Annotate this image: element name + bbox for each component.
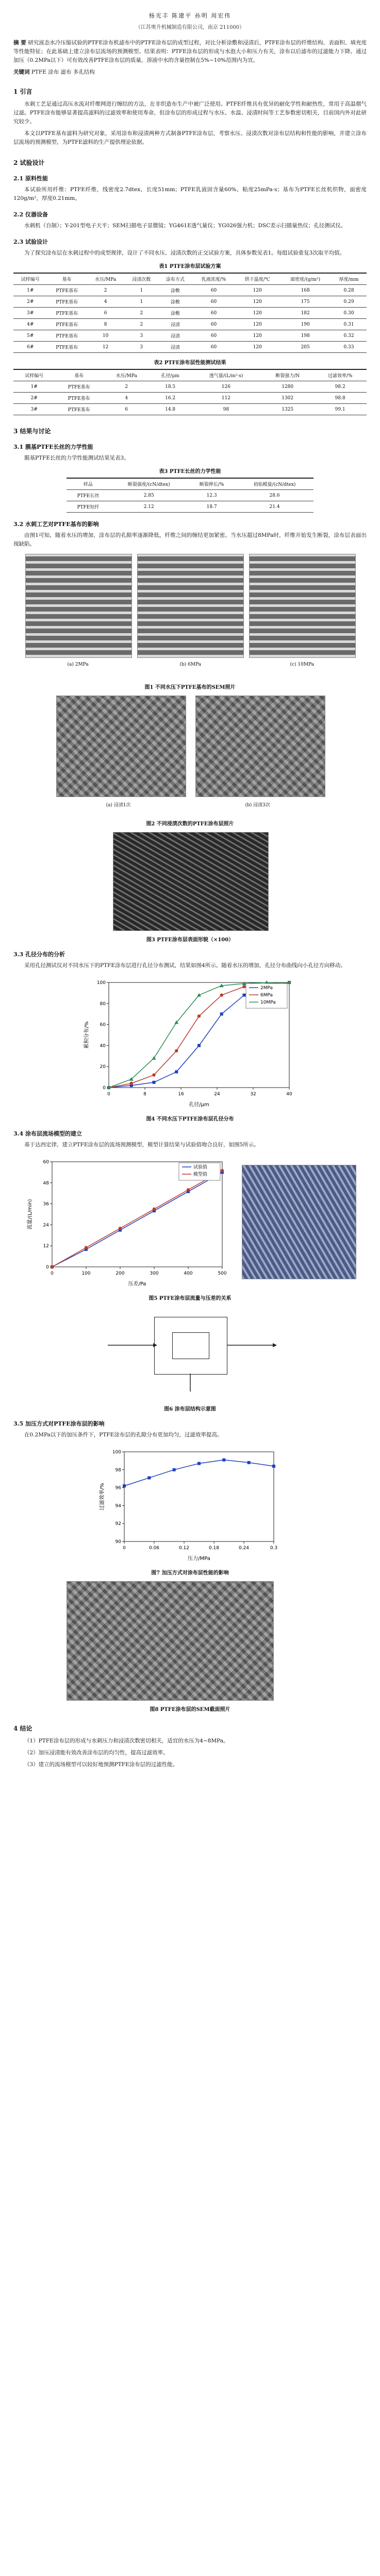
y-tick-label: 100 bbox=[96, 980, 106, 986]
table-cell: PTFE基布 bbox=[55, 393, 103, 404]
table-cell: 2.85 bbox=[110, 490, 188, 501]
figure-1a-label: (a) 2MPa bbox=[67, 662, 89, 667]
figure-2 bbox=[56, 696, 324, 814]
figure-5-image bbox=[242, 1165, 356, 1279]
data-point bbox=[186, 1188, 189, 1191]
section-3-4-title: 3.4 涂布层流场模型的建立 bbox=[13, 1130, 82, 1137]
data-point bbox=[175, 1070, 178, 1073]
table-header-row bbox=[13, 273, 367, 285]
figure-1-caption: 图1 不同水压下PTFE基布的SEM照片 bbox=[144, 685, 236, 690]
figure-4-chart bbox=[82, 975, 299, 1109]
table-cell: 1280 bbox=[261, 381, 313, 393]
table-header-cell: 浸渍次数 bbox=[125, 273, 159, 285]
x-tick-label: 16 bbox=[177, 1092, 184, 1097]
data-point bbox=[272, 1465, 275, 1468]
figure-3 bbox=[113, 832, 268, 930]
table-header-cell: 过滤效率/% bbox=[313, 369, 367, 381]
section-1-title: 1 引言 bbox=[13, 88, 32, 95]
x-tick-label: 300 bbox=[149, 1271, 159, 1276]
conclusion-2: （2）加压浸渍能有效改善涂布层的均匀性，提高过滤效率。 bbox=[24, 1750, 169, 1756]
table-cell: PTFE基布 bbox=[47, 296, 87, 308]
x-tick-label: 24 bbox=[213, 1092, 220, 1097]
figure-2b-label: (b) 浸渍3次 bbox=[244, 801, 271, 808]
section-2-2-title: 2.2 仪器设备 bbox=[13, 211, 48, 218]
figure-4-caption: 图4 不同水压下PTFE涂布层孔径分布 bbox=[146, 1116, 234, 1122]
data-point bbox=[175, 1049, 178, 1052]
table-cell: 1302 bbox=[261, 393, 313, 404]
table-header-cell: 涂布方式 bbox=[158, 273, 192, 285]
table-cell: 182 bbox=[279, 308, 331, 319]
x-tick-label: 32 bbox=[250, 1092, 256, 1097]
table-cell: 28.6 bbox=[236, 490, 313, 501]
y-tick-label: 36 bbox=[43, 1201, 49, 1207]
section-3-1-para: 膜基PTFE长丝的力学性能测试结果见表3。 bbox=[24, 455, 129, 461]
section-2-3-para: 为了探究涂布层在水刺过程中的成型规律，设计了不同水压、浸渍次数的正交试验方案，具体参数见表1。每组试验重复3次取平均值。 bbox=[24, 250, 345, 256]
x-tick-label: 200 bbox=[115, 1271, 125, 1276]
figure-1c-label: (c) 10MPa bbox=[290, 662, 315, 667]
data-point bbox=[123, 1484, 126, 1487]
y-tick-label: 60 bbox=[100, 1022, 106, 1028]
table-header-cell: 水压/MPa bbox=[87, 273, 125, 285]
table-cell: 98.2 bbox=[313, 381, 367, 393]
authors: 杨光丰 陈建平 孙明 周宏伟 bbox=[148, 12, 232, 19]
x-tick-label: 40 bbox=[286, 1092, 292, 1097]
figure-8 bbox=[67, 1581, 314, 1700]
table-cell: 1 bbox=[125, 296, 159, 308]
paper-page bbox=[13, 0, 367, 2576]
table-cell: 2.12 bbox=[110, 501, 188, 513]
y-tick-label: 0 bbox=[102, 1086, 106, 1091]
conclusion-3: （3）建立的流场模型可以较好地预测PTFE涂布层的过滤性能。 bbox=[24, 1761, 178, 1768]
table-1-row bbox=[13, 342, 367, 353]
section-3-2-para: 由图1可知，随着水压的增加，涂布层的孔隙率逐渐降低，纤维之间的缠结更加紧密。当水压超过8MPa时，纤维开始发生断裂，涂布层表面出现缺陷。 bbox=[13, 532, 367, 547]
table-cell: 5# bbox=[13, 330, 47, 342]
data-point bbox=[147, 1476, 151, 1479]
table-header-cell: 样品 bbox=[67, 478, 110, 490]
data-point bbox=[197, 1044, 201, 1047]
affiliation: （江苏奥升机械制造有限公司，南京 211000） bbox=[135, 25, 245, 30]
x-axis-label: 压差/Pa bbox=[127, 1281, 146, 1287]
table-cell: 120 bbox=[235, 296, 279, 308]
y-tick-label: 0 bbox=[45, 1265, 49, 1270]
data-point bbox=[220, 1169, 223, 1172]
table-cell: 120 bbox=[235, 319, 279, 330]
x-axis-label: 压力/MPa bbox=[187, 1556, 210, 1562]
section-3-3-para: 采用孔径测试仪对不同水压下的PTFE涂布层进行孔径分布测试，结果如图4所示。随着水压的增加，孔径分布曲线向小孔径方向移动。 bbox=[24, 962, 346, 969]
table-cell: 3 bbox=[125, 330, 159, 342]
table-cell: 120 bbox=[235, 308, 279, 319]
abstract-label: 摘 要 bbox=[13, 40, 26, 46]
table-cell: 0.30 bbox=[331, 308, 367, 319]
data-point bbox=[152, 1208, 155, 1211]
table-2-caption: 表2 PTFE涂布层性能测试结果 bbox=[154, 360, 226, 366]
table-cell: 60 bbox=[192, 319, 236, 330]
table-cell: PTFE基布 bbox=[55, 404, 103, 415]
section-2-title: 2 试验设计 bbox=[13, 159, 45, 166]
table-cell: 190 bbox=[279, 319, 331, 330]
table-cell: 126 bbox=[191, 381, 261, 393]
table-cell: PTFE基布 bbox=[47, 330, 87, 342]
table-header-cell: 厚度/mm bbox=[331, 273, 367, 285]
data-point bbox=[197, 1014, 200, 1018]
table-1-row bbox=[13, 285, 367, 296]
figure-5-caption: 图5 PTFE涂布层流量与压差的关系 bbox=[148, 1296, 232, 1301]
figure-4 bbox=[82, 975, 299, 1109]
x-tick-label: 0 bbox=[122, 1546, 126, 1551]
table-cell: 16.2 bbox=[150, 393, 190, 404]
table-header-cell: 试样编号 bbox=[13, 369, 55, 381]
table-cell: PTFE基布 bbox=[47, 285, 87, 296]
y-tick-label: 80 bbox=[100, 1001, 106, 1007]
data-point bbox=[242, 985, 245, 988]
table-cell: 0.29 bbox=[331, 296, 367, 308]
x-tick-label: 0.12 bbox=[178, 1546, 189, 1551]
table-cell: 18.5 bbox=[150, 381, 190, 393]
table-cell: 14.8 bbox=[150, 404, 190, 415]
x-tick-label: 400 bbox=[183, 1271, 193, 1276]
table-header-cell: 基布 bbox=[47, 273, 87, 285]
data-point bbox=[247, 1461, 250, 1464]
data-point bbox=[118, 1227, 121, 1230]
table-cell: PTFE基布 bbox=[47, 319, 87, 330]
table-cell: 98.8 bbox=[313, 393, 367, 404]
table-cell: 112 bbox=[191, 393, 261, 404]
y-tick-label: 20 bbox=[100, 1064, 106, 1070]
table-2 bbox=[13, 369, 367, 415]
x-tick-label: 0.24 bbox=[238, 1546, 249, 1551]
figure-5-chart bbox=[25, 1155, 232, 1289]
table-cell: 6 bbox=[103, 404, 150, 415]
table-cell: 2# bbox=[13, 296, 47, 308]
section-3-2-title: 3.2 水刺工艺对PTFE基布的影响 bbox=[13, 521, 99, 528]
conclusion-1: （1）PTFE涂布层的形成与水刺压力和浸渍次数密切相关，适宜的水压为4~8MPa。 bbox=[24, 1738, 229, 1744]
table-cell: 10 bbox=[87, 330, 125, 342]
table-cell: 198 bbox=[279, 330, 331, 342]
table-3-row bbox=[67, 501, 314, 513]
table-1-row bbox=[13, 319, 367, 330]
figure-7 bbox=[97, 1445, 283, 1563]
section-2-1-para: 本试验所用纤维：PTFE纤维，线密度2.7dtex，长度51mm；PTFE乳液固含量60%，粘度25mPa·s；基布为PTFE长丝机织物，面密度120g/m²，厚度0.21mm。 bbox=[13, 187, 367, 201]
table-1-row bbox=[13, 308, 367, 319]
keywords bbox=[13, 68, 367, 76]
abstract bbox=[13, 39, 367, 65]
table-cell: PTFE基布 bbox=[55, 381, 103, 393]
table-3 bbox=[67, 478, 314, 513]
table-cell: 120 bbox=[235, 330, 279, 342]
table-cell: PTFE基布 bbox=[47, 342, 87, 353]
figure-1b-image bbox=[137, 554, 244, 658]
keywords-label: 关键词 bbox=[13, 69, 30, 75]
table-cell: 1325 bbox=[261, 404, 313, 415]
legend-label: 模型值 bbox=[193, 1172, 207, 1177]
section-3-5-para: 在0.2MPa以下的加压条件下，PTFE涂布层的孔隙分布更加均匀，过滤效率提高。 bbox=[24, 1432, 223, 1438]
table-cell: 12 bbox=[87, 342, 125, 353]
table-header-cell: 水压/MPa bbox=[103, 369, 150, 381]
x-tick-label: 0 bbox=[107, 1092, 110, 1097]
figure-3-image bbox=[113, 832, 269, 931]
figure-2a-label: (a) 浸渍1次 bbox=[105, 801, 132, 808]
figure-1c-image bbox=[249, 554, 356, 658]
y-tick-label: 24 bbox=[43, 1223, 49, 1228]
table-cell: 3 bbox=[125, 342, 159, 353]
keywords-text: PTFE 涂布 滤布 多孔结构 bbox=[31, 69, 95, 75]
y-tick-label: 92 bbox=[115, 1521, 121, 1527]
legend-label: 6MPa bbox=[260, 993, 273, 998]
table-cell: 2 bbox=[125, 308, 159, 319]
table-cell: 浸渍 bbox=[158, 342, 192, 353]
table-cell: 8 bbox=[87, 319, 125, 330]
table-cell: 2 bbox=[125, 319, 159, 330]
y-tick-label: 40 bbox=[100, 1043, 106, 1049]
figure-8-image bbox=[67, 1581, 274, 1701]
table-cell: 浸渍 bbox=[158, 330, 192, 342]
figure-6 bbox=[97, 1307, 283, 1399]
table-header-cell: 透气量/(L/m²·s) bbox=[191, 369, 261, 381]
table-cell: 175 bbox=[279, 296, 331, 308]
table-cell: 3# bbox=[13, 308, 47, 319]
table-cell: 120 bbox=[235, 285, 279, 296]
table-1-caption: 表1 PTFE涂布层试验方案 bbox=[159, 264, 221, 269]
y-tick-label: 12 bbox=[43, 1244, 49, 1249]
table-cell: 60 bbox=[192, 342, 236, 353]
table-3-caption: 表3 PTFE长丝的力学性能 bbox=[159, 469, 221, 474]
figure-7-caption: 图7 加压方式对涂布层性能的影响 bbox=[151, 1570, 229, 1576]
section-3-1-title: 3.1 膜基PTFE长丝的力学性能 bbox=[13, 444, 93, 450]
legend-label: 10MPa bbox=[260, 1000, 276, 1005]
y-axis-label: 过滤效率/% bbox=[99, 1483, 105, 1511]
figure-3-caption: 图3 PTFE涂布层表面形貌（×100） bbox=[146, 937, 234, 943]
table-header-cell: 初始模量/(cN/dtex) bbox=[236, 478, 313, 490]
section-3-5-title: 3.5 加压方式对PTFE涂布层的影响 bbox=[13, 1420, 105, 1427]
data-point bbox=[220, 993, 223, 996]
table-header-cell: 烘干温度/℃ bbox=[235, 273, 279, 285]
table-cell: 0.28 bbox=[331, 285, 367, 296]
y-tick-label: 60 bbox=[43, 1160, 49, 1165]
x-axis-label: 孔径/μm bbox=[188, 1102, 209, 1108]
y-axis-label: 累积分布/% bbox=[84, 1021, 90, 1049]
table-2-row bbox=[13, 404, 367, 415]
data-point bbox=[129, 1082, 133, 1085]
schematic-arrows bbox=[97, 1307, 283, 1399]
table-header-cell: 断裂强力/N bbox=[261, 369, 313, 381]
table-2-row bbox=[13, 393, 367, 404]
table-3-row bbox=[67, 490, 314, 501]
data-point bbox=[152, 1073, 155, 1076]
table-cell: 2 bbox=[103, 381, 150, 393]
x-tick-label: 500 bbox=[217, 1271, 227, 1276]
x-tick-label: 0 bbox=[50, 1271, 54, 1276]
y-axis-label: 流量/(L/min) bbox=[27, 1199, 33, 1230]
figure-8-caption: 图8 PTFE涂布层的SEM截面照片 bbox=[150, 1707, 230, 1713]
table-header-cell: 断裂强度/(cN/dtex) bbox=[110, 478, 188, 490]
table-cell: 涂敷 bbox=[158, 308, 192, 319]
table-cell: 12.3 bbox=[188, 490, 235, 501]
section-3-title: 3 结果与讨论 bbox=[13, 428, 51, 435]
table-cell: 21.4 bbox=[236, 501, 313, 513]
table-cell: 1# bbox=[13, 285, 47, 296]
table-cell: 浸渍 bbox=[158, 319, 192, 330]
legend-label: 2MPa bbox=[260, 986, 273, 991]
figure-6-caption: 图6 涂布层结构示意图 bbox=[164, 1406, 216, 1412]
table-cell: 1 bbox=[125, 285, 159, 296]
section-3-4-para: 基于达西定律，建立PTFE涂布层的流场预测模型，模型计算结果与试验值吻合良好，如图5所示。 bbox=[24, 1142, 259, 1148]
x-tick-label: 0.06 bbox=[148, 1546, 159, 1551]
table-header-row bbox=[67, 478, 314, 490]
table-header-cell: 孔径/μm bbox=[150, 369, 190, 381]
section-2-1-title: 2.1 原料性能 bbox=[13, 175, 48, 182]
table-1-row bbox=[13, 296, 367, 308]
figure-1 bbox=[25, 554, 355, 677]
table-cell: PTFE短纤 bbox=[67, 501, 110, 513]
table-cell: 0.33 bbox=[331, 342, 367, 353]
figure-2-caption: 图2 不同浸渍次数的PTFE涂布层照片 bbox=[146, 821, 234, 827]
data-point bbox=[152, 1081, 155, 1084]
y-tick-label: 94 bbox=[115, 1503, 121, 1509]
table-cell: 205 bbox=[279, 342, 331, 353]
table-cell: 涂敷 bbox=[158, 296, 192, 308]
table-cell: 4 bbox=[87, 296, 125, 308]
y-tick-label: 90 bbox=[115, 1539, 121, 1545]
table-cell: 0.32 bbox=[331, 330, 367, 342]
data-point bbox=[197, 1462, 201, 1465]
section-2-2-para: 水刺机（自制）；Y-201型电子天平；SEM扫描电子显微镜；YG461E透气量仪；YG026强力机；DSC差示扫描量热仪；孔径测试仪。 bbox=[24, 223, 346, 229]
figure-2a-image bbox=[56, 696, 186, 797]
table-cell: 18.7 bbox=[188, 501, 235, 513]
section-4-title: 4 结论 bbox=[13, 1725, 32, 1732]
table-cell: 2 bbox=[87, 285, 125, 296]
table-header-row bbox=[13, 369, 367, 381]
table-cell: 涂敷 bbox=[158, 285, 192, 296]
data-point bbox=[242, 993, 245, 996]
table-cell: 98 bbox=[191, 404, 261, 415]
section-2-3-title: 2.3 试验设计 bbox=[13, 239, 48, 245]
table-header-cell: 断裂伸长/% bbox=[188, 478, 235, 490]
table-cell: 1# bbox=[13, 381, 55, 393]
figure-1b-label: (b) 6MPa bbox=[179, 662, 202, 667]
table-cell: 120 bbox=[235, 342, 279, 353]
y-tick-label: 100 bbox=[112, 1450, 121, 1455]
table-cell: 60 bbox=[192, 296, 236, 308]
table-cell: 4# bbox=[13, 319, 47, 330]
figure-1a-image bbox=[25, 554, 132, 658]
data-point bbox=[220, 1012, 223, 1015]
table-cell: 4 bbox=[103, 393, 150, 404]
x-tick-label: 100 bbox=[81, 1271, 91, 1276]
table-cell: 3# bbox=[13, 404, 55, 415]
table-1 bbox=[13, 273, 367, 353]
data-point bbox=[84, 1246, 87, 1249]
table-1-row bbox=[13, 330, 367, 342]
figure-5 bbox=[25, 1155, 355, 1289]
x-tick-label: 8 bbox=[143, 1092, 146, 1097]
y-tick-label: 48 bbox=[43, 1180, 49, 1186]
table-cell: PTFE基布 bbox=[47, 308, 87, 319]
section-1-para-1: 水刺工艺是通过高压水流对纤维网进行缠结的方法，在非织造布生产中被广泛使用。PTFE纤维具有优异的耐化学性和耐热性，常用于高温烟气过滤。PTFE涂布能够显著提高滤料的过滤效率和使用寿命，但涂布层的形成过程与水压、水温、浸渍时间等工艺参数密切相关，目前国内外对此研究较少。 bbox=[13, 101, 367, 125]
figure-7-chart bbox=[97, 1445, 283, 1563]
table-cell: 2# bbox=[13, 393, 55, 404]
section-1-para-2: 本文以PTFE基布滤料为研究对象，采用涂布和浸渍两种方式制备PTFE涂布层，考察水压、浸渍次数对涂布层结构和性能的影响，并建立涂布层流场的预测模型，为PTFE滤料的生产提供理论依据。 bbox=[13, 130, 367, 145]
table-header-cell: 试样编号 bbox=[13, 273, 47, 285]
table-cell: 60 bbox=[192, 308, 236, 319]
abstract-text: 研究液态水冷压缩试验的PTFE涂布机滤布中的PTFE涂布层的成型过程，对比分析涂敷和浸渍后，PTFE涂布层的纤维结构、表面积、填充度等性能特征；在此基础上建立涂布层流场的预测模型。结果表明：PTFE涂布层的形成与水泡大小和压力有关，涂布以后滤布的过滤能力下降。通过加压（0.2MPa以下）可有效改善PTFE涂布层的质量，溶液中水的含量控制在5%~10%范围内为宜。 bbox=[13, 40, 367, 63]
table-cell: 99.1 bbox=[313, 404, 367, 415]
table-header-cell: 面密度/(g/m²) bbox=[279, 273, 331, 285]
table-cell: 168 bbox=[279, 285, 331, 296]
table-2-row bbox=[13, 381, 367, 393]
y-tick-label: 98 bbox=[115, 1467, 121, 1473]
table-cell: 6 bbox=[87, 308, 125, 319]
table-header-cell: 乳液浓度/% bbox=[192, 273, 236, 285]
data-point bbox=[222, 1459, 225, 1462]
legend-label: 试验值 bbox=[193, 1165, 207, 1170]
table-cell: 0.31 bbox=[331, 319, 367, 330]
plot-frame bbox=[124, 1452, 274, 1541]
section-3-3-title: 3.3 孔径分布的分析 bbox=[13, 951, 65, 958]
table-header-cell: 基布 bbox=[55, 369, 103, 381]
table-cell: 60 bbox=[192, 330, 236, 342]
data-point bbox=[172, 1468, 175, 1471]
y-tick-label: 96 bbox=[115, 1485, 121, 1491]
table-cell: PTFE长丝 bbox=[67, 490, 110, 501]
x-tick-label: 0.18 bbox=[208, 1546, 219, 1551]
x-tick-label: 0.3 bbox=[270, 1546, 277, 1551]
table-cell: 60 bbox=[192, 285, 236, 296]
data-point bbox=[50, 1265, 53, 1268]
table-cell: 6# bbox=[13, 342, 47, 353]
figure-2b-image bbox=[195, 696, 325, 797]
